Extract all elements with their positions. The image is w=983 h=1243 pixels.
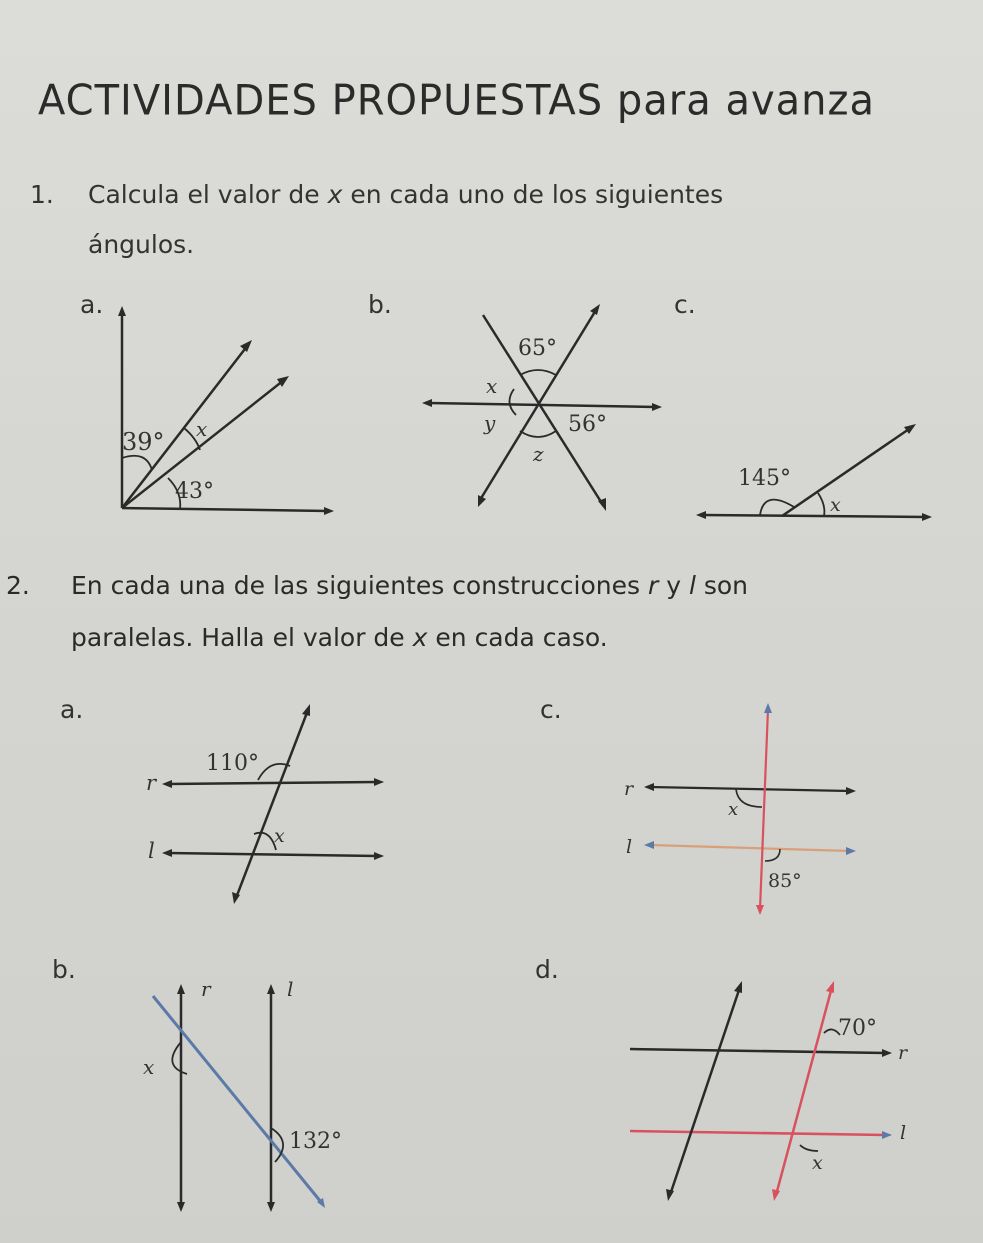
arrowhead xyxy=(302,704,310,716)
question-2-text-b: son xyxy=(703,571,749,600)
angle-label: x xyxy=(486,374,498,398)
question-2-text-d: en cada caso. xyxy=(435,623,608,652)
arrowhead xyxy=(267,984,275,994)
angle-label: x xyxy=(274,825,285,847)
q2-label-b: b. xyxy=(52,955,76,984)
q2-figure-c xyxy=(610,695,870,920)
arc-39 xyxy=(122,456,152,470)
line-label: r xyxy=(201,977,211,1001)
arrowhead xyxy=(772,1189,780,1201)
arc-x xyxy=(800,1145,818,1151)
arrowhead xyxy=(644,841,654,849)
angle-label: 85° xyxy=(768,870,802,892)
arrowhead xyxy=(374,778,384,786)
angle-label: x xyxy=(196,417,208,441)
line-r xyxy=(650,787,850,791)
line-r xyxy=(630,1049,886,1053)
arc-x xyxy=(509,389,516,415)
q1-figure-b xyxy=(398,295,668,525)
line-label: l xyxy=(626,836,633,858)
question-2 xyxy=(6,560,748,664)
angle-label: z xyxy=(533,442,544,466)
arrowhead xyxy=(826,981,834,993)
question-2-text-a: En cada una de las siguientes construcciones xyxy=(71,571,641,600)
arrowhead xyxy=(846,787,856,795)
ray-horizontal xyxy=(122,508,328,511)
angle-label: 145° xyxy=(738,466,791,491)
arc-x xyxy=(736,789,762,807)
q1-label-b: b. xyxy=(368,290,392,319)
angle-label: 132° xyxy=(289,1129,342,1154)
line-label: l xyxy=(900,1122,907,1144)
q1-label-a: a. xyxy=(80,290,104,319)
q1-label-c: c. xyxy=(674,290,696,319)
arrowhead xyxy=(162,780,172,788)
arrowhead xyxy=(652,403,662,411)
question-1-text-b: en cada uno de los siguientes xyxy=(350,180,724,209)
question-1-line2: ángulos. xyxy=(88,230,195,259)
arrowhead xyxy=(734,981,742,993)
line-label: l xyxy=(287,977,294,1001)
transversal-right xyxy=(776,987,832,1195)
angle-label: 43° xyxy=(175,479,214,504)
line-label: r xyxy=(624,778,634,800)
q1-figure-a xyxy=(100,300,350,530)
angle-label: 70° xyxy=(838,1016,877,1041)
page-title: ACTIVIDADES PROPUESTAS para avanza xyxy=(38,76,876,126)
arrowhead xyxy=(162,849,172,857)
line-r xyxy=(168,782,378,784)
arrowhead xyxy=(324,507,334,515)
transversal xyxy=(760,709,768,909)
q2-label-d: d. xyxy=(535,955,559,984)
arrowhead xyxy=(118,306,126,316)
question-1-text-a: Calcula el valor de xyxy=(88,180,320,209)
arrowhead xyxy=(764,703,772,713)
transversal xyxy=(153,996,321,1202)
arc-x xyxy=(818,493,824,516)
arrowhead xyxy=(374,852,384,860)
q1-figure-c xyxy=(690,415,940,530)
line-l xyxy=(650,845,850,851)
angle-label: 65° xyxy=(518,336,557,361)
arrowhead xyxy=(756,905,764,915)
question-2-var-l: l xyxy=(688,571,696,600)
arrowhead xyxy=(882,1131,892,1139)
arrowhead xyxy=(922,513,932,521)
angle-label: x xyxy=(812,1152,823,1174)
question-1-number: 1. xyxy=(30,180,54,209)
angle-label: y xyxy=(484,411,496,435)
arrowhead xyxy=(267,1202,275,1212)
q2-figure-d xyxy=(620,975,920,1210)
arrowhead xyxy=(696,511,706,519)
question-2-var-r: r xyxy=(647,571,659,600)
angle-label: 110° xyxy=(206,751,259,776)
question-2-var-x: x xyxy=(412,623,428,652)
transversal xyxy=(236,710,308,898)
arrowhead xyxy=(590,304,600,315)
line-l xyxy=(630,1131,886,1135)
arrowhead xyxy=(846,847,856,855)
question-2-text-y: y xyxy=(666,571,681,600)
arrowhead xyxy=(882,1049,892,1057)
arrowhead xyxy=(177,1202,185,1212)
angle-label: x xyxy=(830,494,841,516)
q2-label-a: a. xyxy=(60,695,84,724)
ray-horizontal xyxy=(702,515,926,517)
question-1 xyxy=(30,170,723,270)
q2-figure-a xyxy=(130,700,400,915)
question-2-text-c: paralelas. Halla el valor de xyxy=(71,623,405,652)
angle-label: x xyxy=(728,799,739,820)
line-label: r xyxy=(146,771,157,795)
arrowhead xyxy=(177,984,185,994)
line-label: l xyxy=(148,839,155,863)
transversal-left xyxy=(670,987,740,1195)
angle-label: 56° xyxy=(568,412,607,437)
line-l xyxy=(168,853,378,856)
q2-figure-b xyxy=(125,970,365,1220)
question-1-var: x xyxy=(327,180,343,209)
arc-85 xyxy=(765,849,780,861)
arc-z xyxy=(520,431,556,437)
arrowhead xyxy=(240,340,252,352)
ray-oblique xyxy=(782,427,912,516)
q2-label-c: c. xyxy=(540,695,562,724)
question-2-number: 2. xyxy=(6,571,30,600)
angle-label: 39° xyxy=(122,428,165,456)
arc-65 xyxy=(520,370,556,375)
arc-x xyxy=(172,1042,187,1074)
arrowhead xyxy=(666,1189,674,1201)
arrowhead xyxy=(422,399,432,407)
line-label: r xyxy=(898,1042,908,1064)
arrowhead xyxy=(644,783,654,791)
angle-label: x xyxy=(143,1055,155,1079)
